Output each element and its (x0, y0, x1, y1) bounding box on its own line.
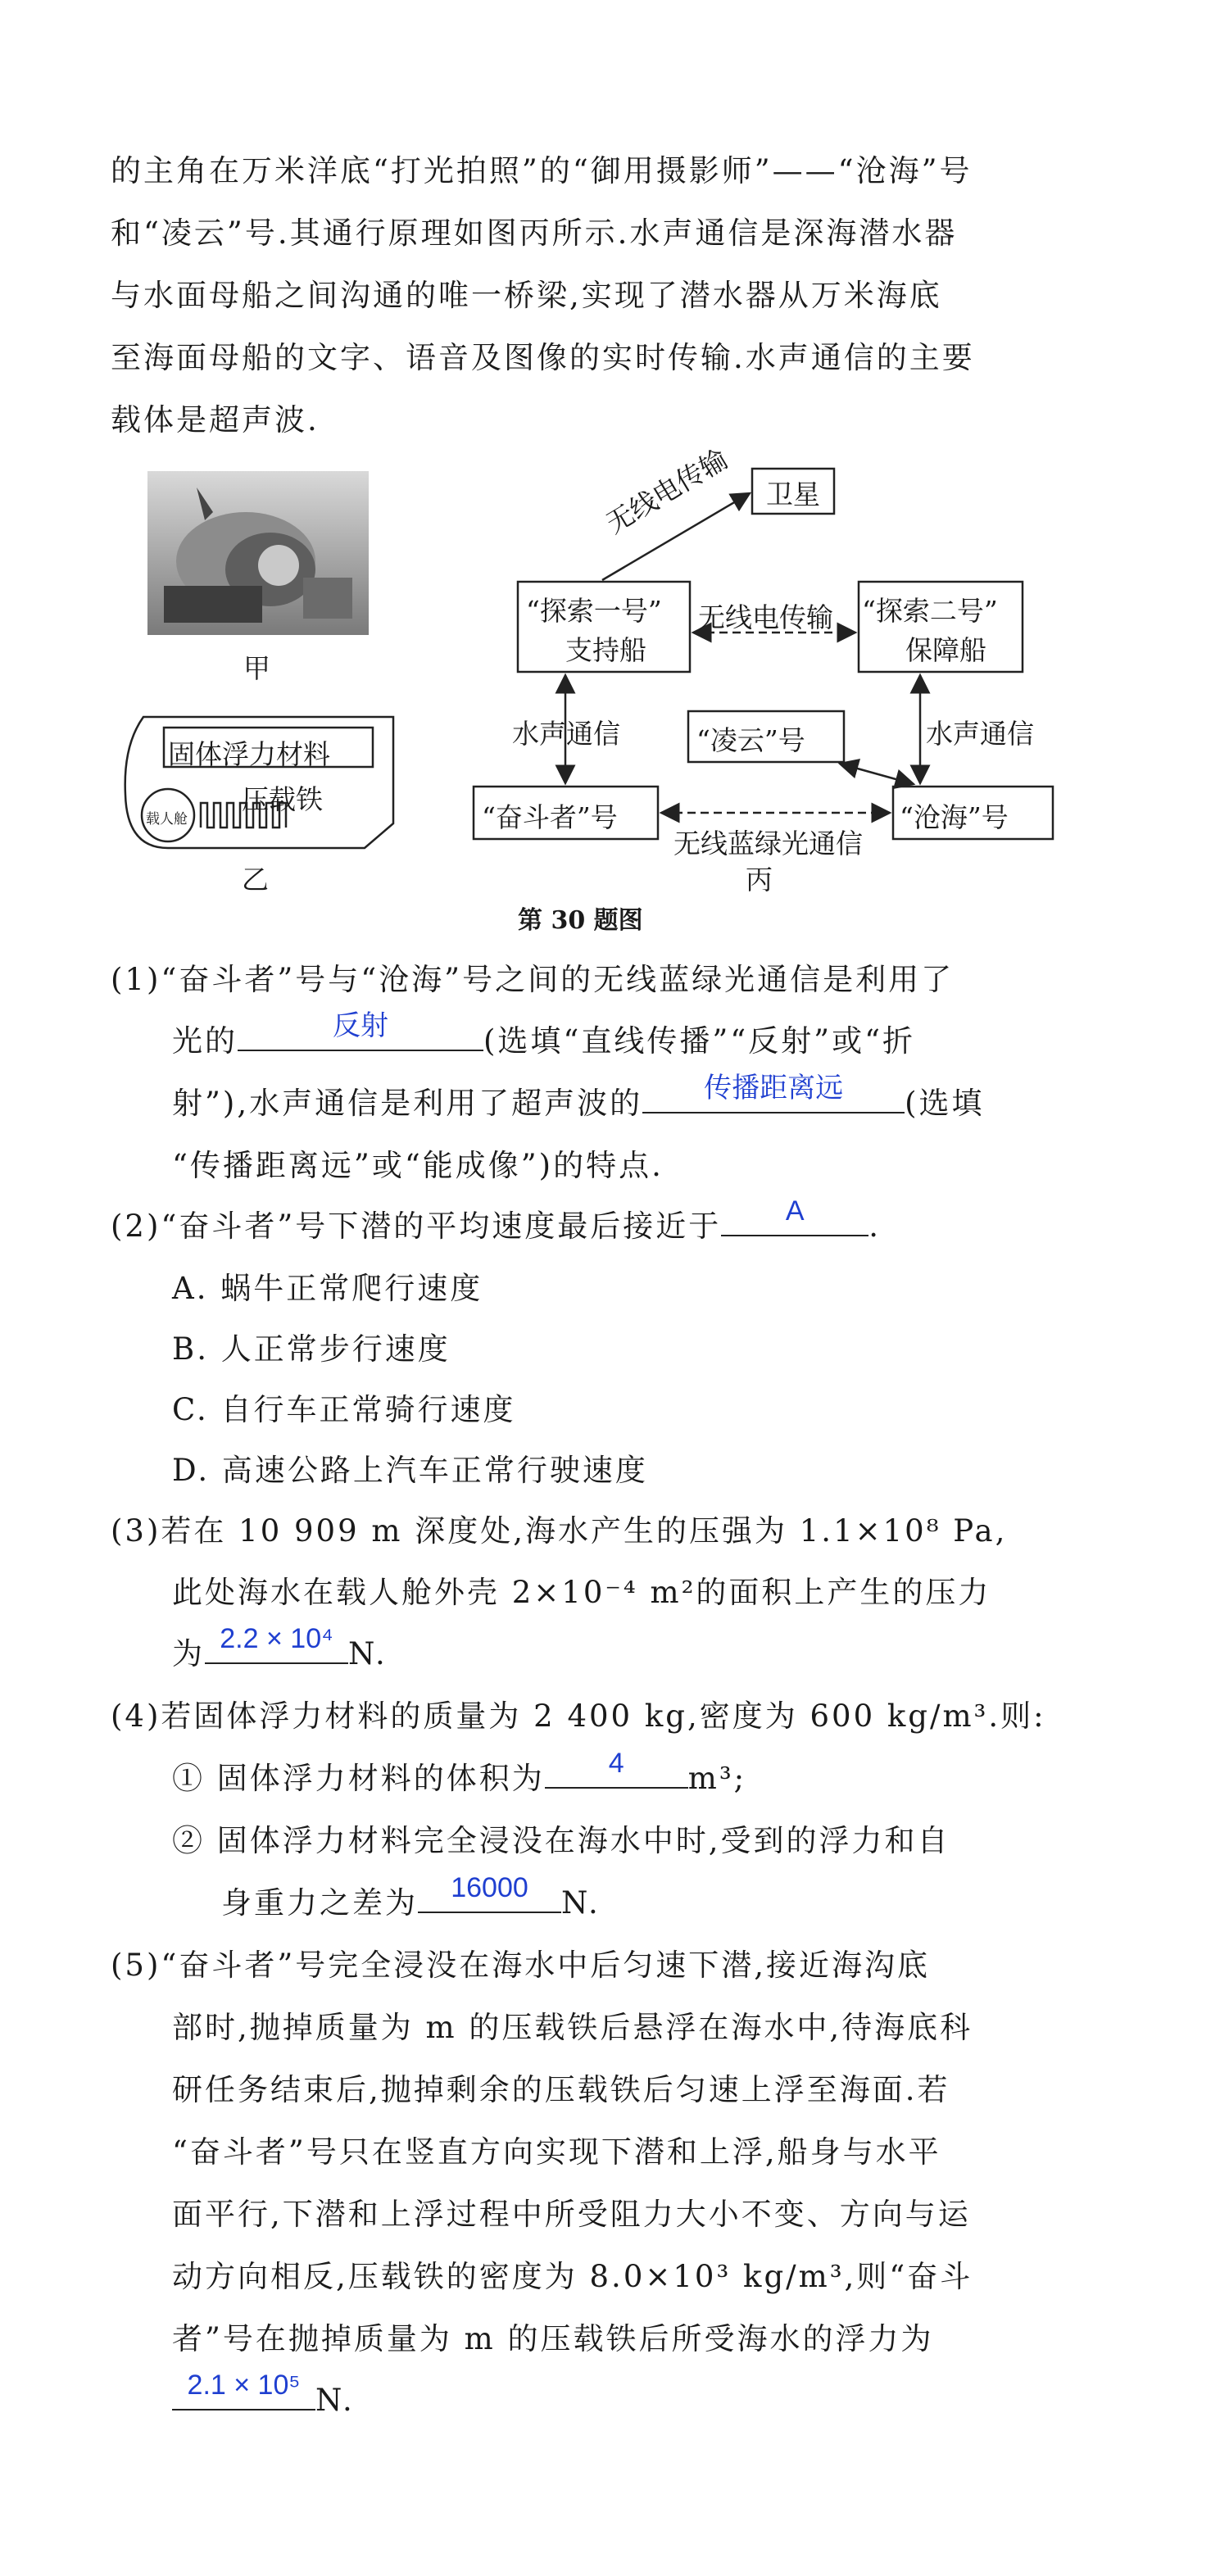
intro-line-4: 至海面母船的文字、语音及图像的实时传输.水声通信的主要 (111, 340, 975, 375)
q4-answer-1: 4 (608, 1747, 624, 1779)
q4-answer-2: 16000 (451, 1871, 528, 1903)
q5-line-1: (5)“奋斗者”号完全浸没在海水中后匀速下潜,接近海沟底 (111, 1948, 931, 1983)
q5-blank[interactable] (172, 2369, 315, 2410)
bing-ship1-line2: 支持船 (565, 634, 646, 666)
q3-line-1: (3)若在 10 909 m 深度处,海水产生的压强为 1.1×10⁸ Pa, (111, 1513, 1008, 1549)
yi-ballast: 压载铁 (242, 783, 323, 815)
q2-option-c[interactable]: C. 自行车正常骑行速度 (172, 1392, 516, 1427)
q1-line-4: “传播距离远”或“能成像”)的特点. (172, 1148, 664, 1183)
q4-sub1-text: ① 固体浮力材料的体积为 (172, 1761, 545, 1796)
bing-acoustic-right: 水声通信 (926, 718, 1034, 750)
q3-blank[interactable] (205, 1622, 348, 1664)
bing-ship2-line2: 保障船 (905, 634, 986, 666)
q2-option-a[interactable]: A. 蜗牛正常爬行速度 (172, 1271, 483, 1306)
yi-cabin: 载人舱 (146, 811, 188, 828)
q4-sub1-unit: m³; (687, 1761, 747, 1796)
q5-end: N. (315, 2383, 355, 2418)
bing-radio-diagonal: 无线电传输 (601, 442, 733, 540)
q4-sub2-text: 身重力之差为 (221, 1885, 418, 1921)
intro-line-3: 与水面母船之间沟通的唯一桥梁,实现了潜水器从万米海底 (111, 278, 942, 313)
q5-line-8 (172, 2369, 355, 2418)
bing-acoustic-left: 水声通信 (512, 718, 620, 750)
bing-satellite: 卫星 (766, 478, 820, 510)
q1-line-2 (172, 1009, 916, 1060)
bing-ship1-line1: “探索一号” (526, 595, 662, 627)
q2-text: (2)“奋斗者”号下潜的平均速度最后接近于 (111, 1209, 722, 1244)
yi-float-material: 固体浮力材料 (168, 738, 330, 770)
q5-line-4: “奋斗者”号只在竖直方向实现下潜和上浮,船身与水平 (172, 2134, 941, 2170)
q3-line-3 (172, 1622, 388, 1673)
q2-line (111, 1195, 882, 1245)
q3-line-2: 此处海水在载人舱外壳 2×10⁻⁴ m²的面积上产生的压力 (172, 1575, 991, 1610)
bing-bluegreen: 无线蓝绿光通信 (673, 828, 863, 859)
q5-line-7: 者”号在抛掉质量为 m 的压载铁后所受海水的浮力为 (172, 2321, 934, 2356)
q2-answer: A (785, 1195, 805, 1227)
q4-blank-1[interactable] (545, 1747, 688, 1789)
figure-caption: 第 30 题图 (518, 906, 643, 935)
q4-line-1: (4)若固体浮力材料的质量为 2 400 kg,密度为 600 kg/m³.则: (111, 1698, 1046, 1734)
q3-text-a: 为 (172, 1636, 205, 1671)
bing-lingyun: “凌云”号 (696, 724, 805, 756)
intro-line-1: 的主角在万米洋底“打光拍照”的“御用摄影师”——“沧海”号 (111, 153, 973, 188)
q3-answer: 2.2 × 10⁴ (220, 1622, 333, 1654)
q2-end: . (868, 1209, 882, 1244)
q4-sub2-unit: N. (561, 1885, 601, 1921)
q1-line-1: (1)“奋斗者”号与“沧海”号之间的无线蓝绿光通信是利用了 (111, 962, 955, 997)
figure-yi-label: 乙 (242, 864, 269, 896)
q1-text-b: (选填“直线传播”“反射”或“折 (483, 1023, 916, 1059)
q5-line-6: 动方向相反,压载铁的密度为 8.0×10³ kg/m³,则“奋斗 (172, 2259, 973, 2294)
intro-line-5: 载体是超声波. (111, 402, 320, 438)
q1-text-c: 射”),水声通信是利用了超声波的 (172, 1086, 643, 1121)
bing-radio-mid: 无线电传输 (698, 601, 833, 633)
q2-blank[interactable] (721, 1195, 868, 1236)
q1-text-d: (选填 (905, 1086, 985, 1121)
bing-fendouzhe: “奋斗者”号 (482, 801, 618, 833)
q1-text-a: 光的 (172, 1023, 238, 1059)
q1-answer-2: 传播距离远 (704, 1072, 844, 1104)
figure-bing-label: 丙 (746, 864, 773, 896)
q1-line-3 (172, 1072, 985, 1122)
bing-canghai: “沧海”号 (900, 801, 1009, 833)
figure-jia-photo (147, 471, 369, 635)
q5-line-5: 面平行,下潜和上浮过程中所受阻力大小不变、方向与运 (172, 2197, 971, 2232)
q4-sub-2-line-1: ② 固体浮力材料完全浸没在海水中时,受到的浮力和自 (172, 1823, 950, 1858)
figure-jia-label: 甲 (243, 652, 270, 684)
q3-text-b: N. (348, 1636, 388, 1671)
q2-option-b[interactable]: B. 人正常步行速度 (172, 1331, 451, 1367)
q2-option-d[interactable]: D. 高速公路上汽车正常行驶速度 (172, 1453, 648, 1488)
q1-answer-1: 反射 (333, 1009, 388, 1041)
q1-blank-1[interactable] (238, 1009, 483, 1051)
q5-line-3: 研任务结束后,抛掉剩余的压载铁后匀速上浮至海面.若 (172, 2072, 950, 2107)
bing-ship2-line1: “探索二号” (862, 595, 998, 627)
q5-answer: 2.1 × 10⁵ (187, 2369, 301, 2401)
q4-sub-2-line-2 (221, 1871, 601, 1922)
q4-blank-2[interactable] (418, 1871, 561, 1913)
intro-line-2: 和“凌云”号.其通行原理如图丙所示.水声通信是深海潜水器 (111, 215, 958, 251)
q1-blank-2[interactable] (642, 1072, 905, 1113)
q4-sub-1 (172, 1747, 747, 1798)
q5-line-2: 部时,抛掉质量为 m 的压载铁后悬浮在海水中,待海底科 (172, 2010, 973, 2045)
